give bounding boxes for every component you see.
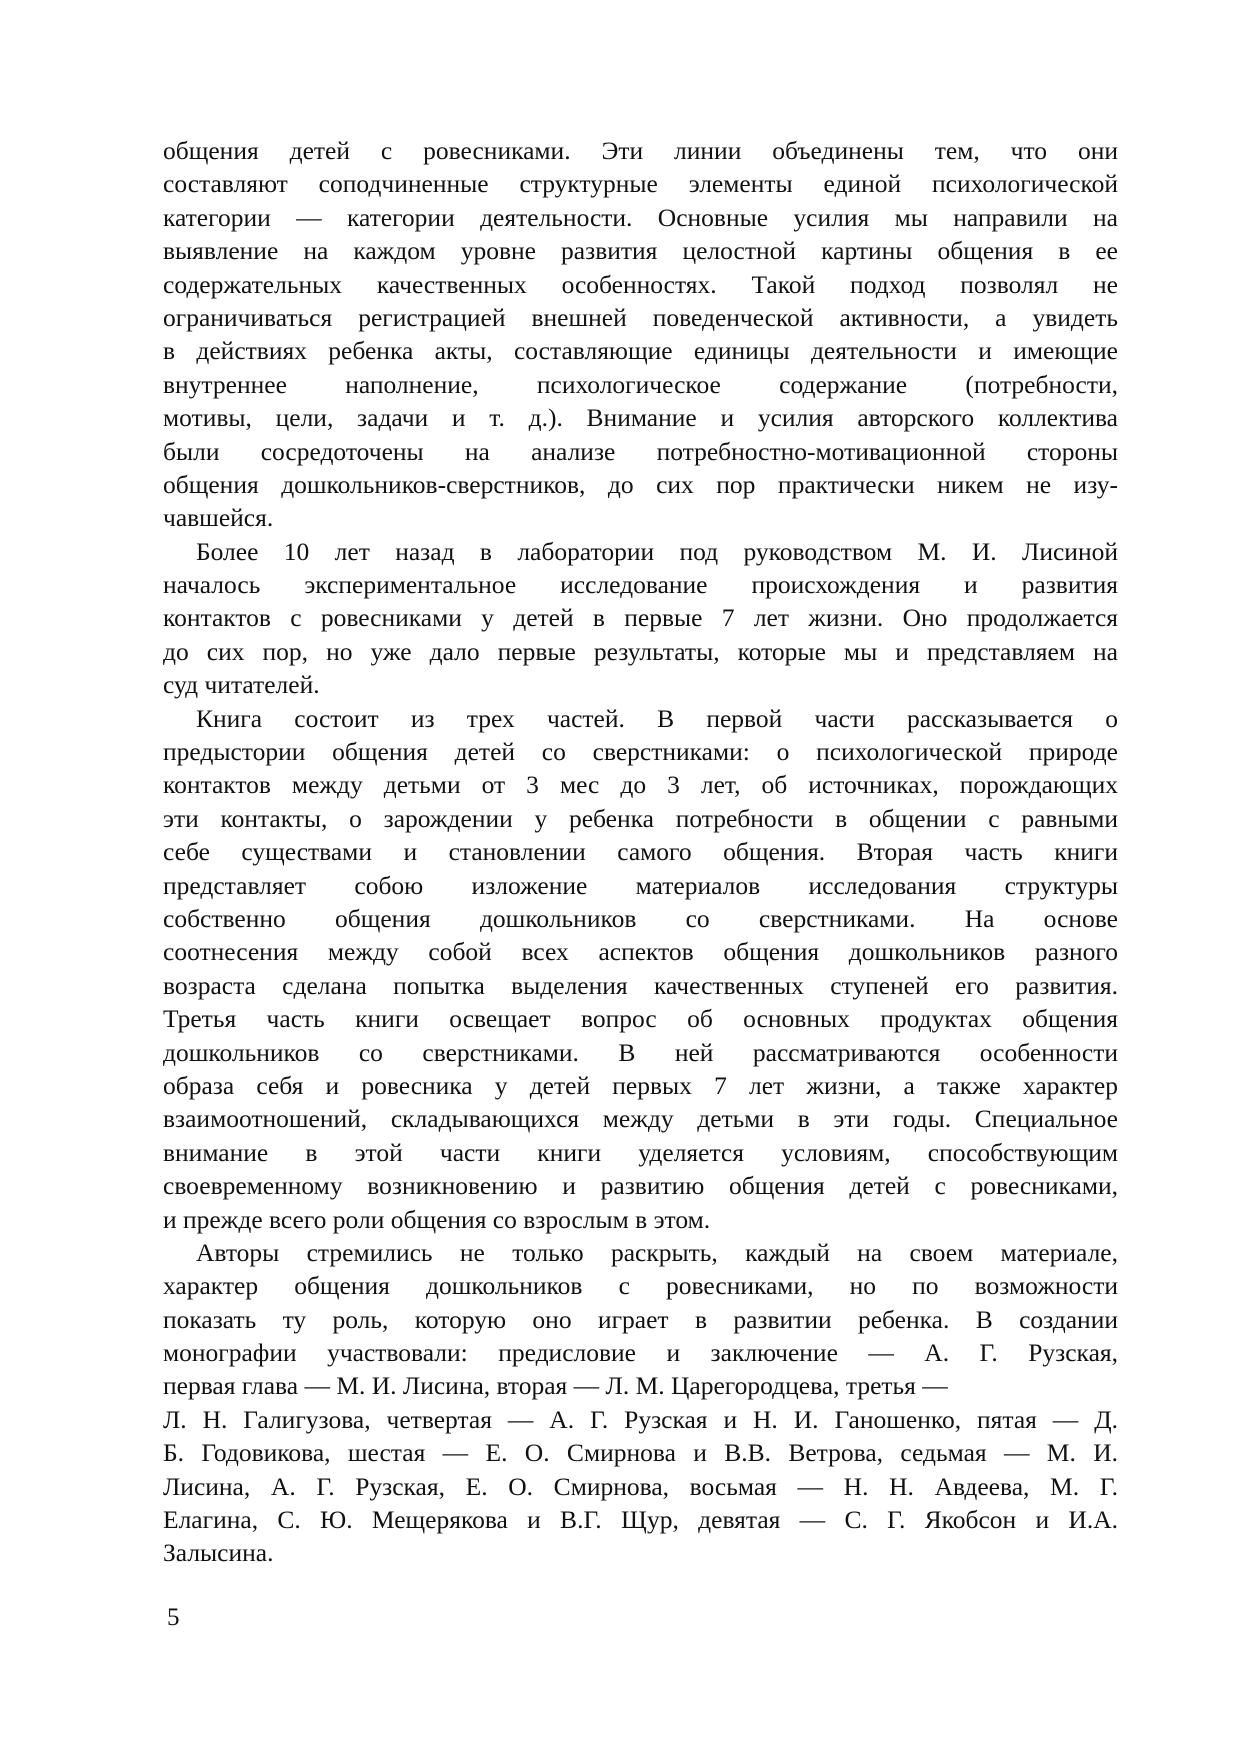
text-line: взаимоотношений, складывающихся между детьми в эти годы. Специальное	[163, 1104, 1118, 1134]
text-line: соотнесения между собой всех аспектов общения дошкольников разного	[163, 937, 1118, 967]
paragraph	[163, 1236, 1118, 1570]
text-line: характер общения дошкольников с ровесниками, но по возможности	[163, 1271, 1118, 1301]
text-line: Елагина, С. Ю. Мещерякова и В.Г. Щур, девятая — С. Г. Якобсон и И.А.	[163, 1505, 1118, 1535]
text-line: содержательных качественных особенностях. Такой подход позволял не	[163, 269, 1118, 299]
text-line: началось экспериментальное исследование происхождения и развития	[163, 570, 1118, 600]
paragraph	[163, 134, 1118, 535]
text-line: Книга состоит из трех частей. В первой части рассказывается о	[196, 703, 1118, 733]
text-line: и прежде всего роли общения со взрослым в этом.	[163, 1204, 711, 1234]
text-line: показать ту роль, которую оно играет в развитии ребенка. В создании	[163, 1304, 1118, 1334]
paragraph	[163, 535, 1118, 702]
text-line: себе существами и становлении самого общения. Вторая часть книги	[163, 837, 1118, 867]
text-line: монографии участвовали: предисловие и заключение — А. Г. Рузская,	[163, 1338, 1118, 1368]
text-line: Лисина, А. Г. Рузская, Е. О. Смирнова, восьмая — Н. Н. Авдеева, М. Г.	[163, 1471, 1118, 1501]
text-line: Б. Годовикова, шестая — Е. О. Смирнова и В.В. Ветрова, седьмая — М. И.	[163, 1438, 1118, 1468]
text-line: своевременному возникновению и развитию общения детей с ровесниками,	[163, 1171, 1118, 1201]
text-line: Залысина.	[163, 1538, 274, 1568]
text-line: образа себя и ровесника у детей первых 7 лет жизни, а также характер	[163, 1070, 1118, 1100]
body-text	[163, 134, 1118, 1570]
text-line: ограничиваться регистрацией внешней поведенческой активности, а увидеть	[163, 302, 1118, 332]
text-line: суд читателей.	[163, 670, 320, 700]
text-line: Третья часть книги освещает вопрос об основных продуктах общения	[163, 1004, 1118, 1034]
text-line: чавшейся.	[163, 503, 274, 533]
text-line: до сих пор, но уже дало первые результаты, которые мы и представляем на	[163, 636, 1118, 666]
text-line: в действиях ребенка акты, составляющие единицы деятельности и имеющие	[163, 336, 1118, 366]
paragraph	[163, 702, 1118, 1236]
text-line: выявление на каждом уровне развития целостной картины общения в ее	[163, 236, 1118, 266]
text-line: общения детей с ровесниками. Эти линии объединены тем, что они	[163, 136, 1118, 165]
text-line: Л. Н. Галигузова, четвертая — А. Г. Рузская и Н. И. Ганошенко, пятая — Д.	[163, 1404, 1118, 1434]
page-number: 5	[167, 1604, 180, 1631]
text-line: эти контакты, о зарождении у ребенка потребности в общении с равными	[163, 803, 1118, 833]
text-line: мотивы, цели, задачи и т. д.). Внимание и усилия авторского коллектива	[163, 403, 1118, 433]
text-line: внутреннее наполнение, психологическое содержание (потребности,	[163, 369, 1118, 399]
text-line: возраста сделана попытка выделения качественных ступеней его развития.	[163, 970, 1118, 1000]
text-line: категории — категории деятельности. Основные усилия мы направили на	[163, 202, 1118, 232]
text-line: общения дошкольников-сверстников, до сих пор практически никем не изу-	[163, 469, 1118, 499]
text-line: внимание в этой части книги уделяется условиям, способствующим	[163, 1137, 1118, 1167]
text-line: контактов с ровесниками у детей в первые 7 лет жизни. Оно продолжается	[163, 603, 1118, 633]
text-line: собственно общения дошкольников со сверстниками. На основе	[163, 903, 1118, 933]
text-line: дошкольников со сверстниками. В ней рассматриваются особенности	[163, 1037, 1118, 1067]
text-line: Авторы стремились не только раскрыть, каждый на своем материале,	[196, 1237, 1118, 1267]
text-line: контактов между детьми от 3 мес до 3 лет, об источниках, порождающих	[163, 770, 1118, 800]
text-line: представляет собою изложение материалов исследования структуры	[163, 870, 1118, 900]
text-line: первая глава — М. И. Лисина, вторая — Л. М. Царегородцева, третья —	[163, 1371, 948, 1401]
text-line: Более 10 лет назад в лаборатории под руководством М. И. Лисиной	[196, 536, 1118, 566]
text-line: предыстории общения детей со сверстниками: о психологической природе	[163, 737, 1118, 767]
text-line: были сосредоточены на анализе потребностно-мотивационной стороны	[163, 436, 1118, 466]
text-line: составляют соподчиненные структурные элементы единой психологической	[163, 169, 1118, 199]
